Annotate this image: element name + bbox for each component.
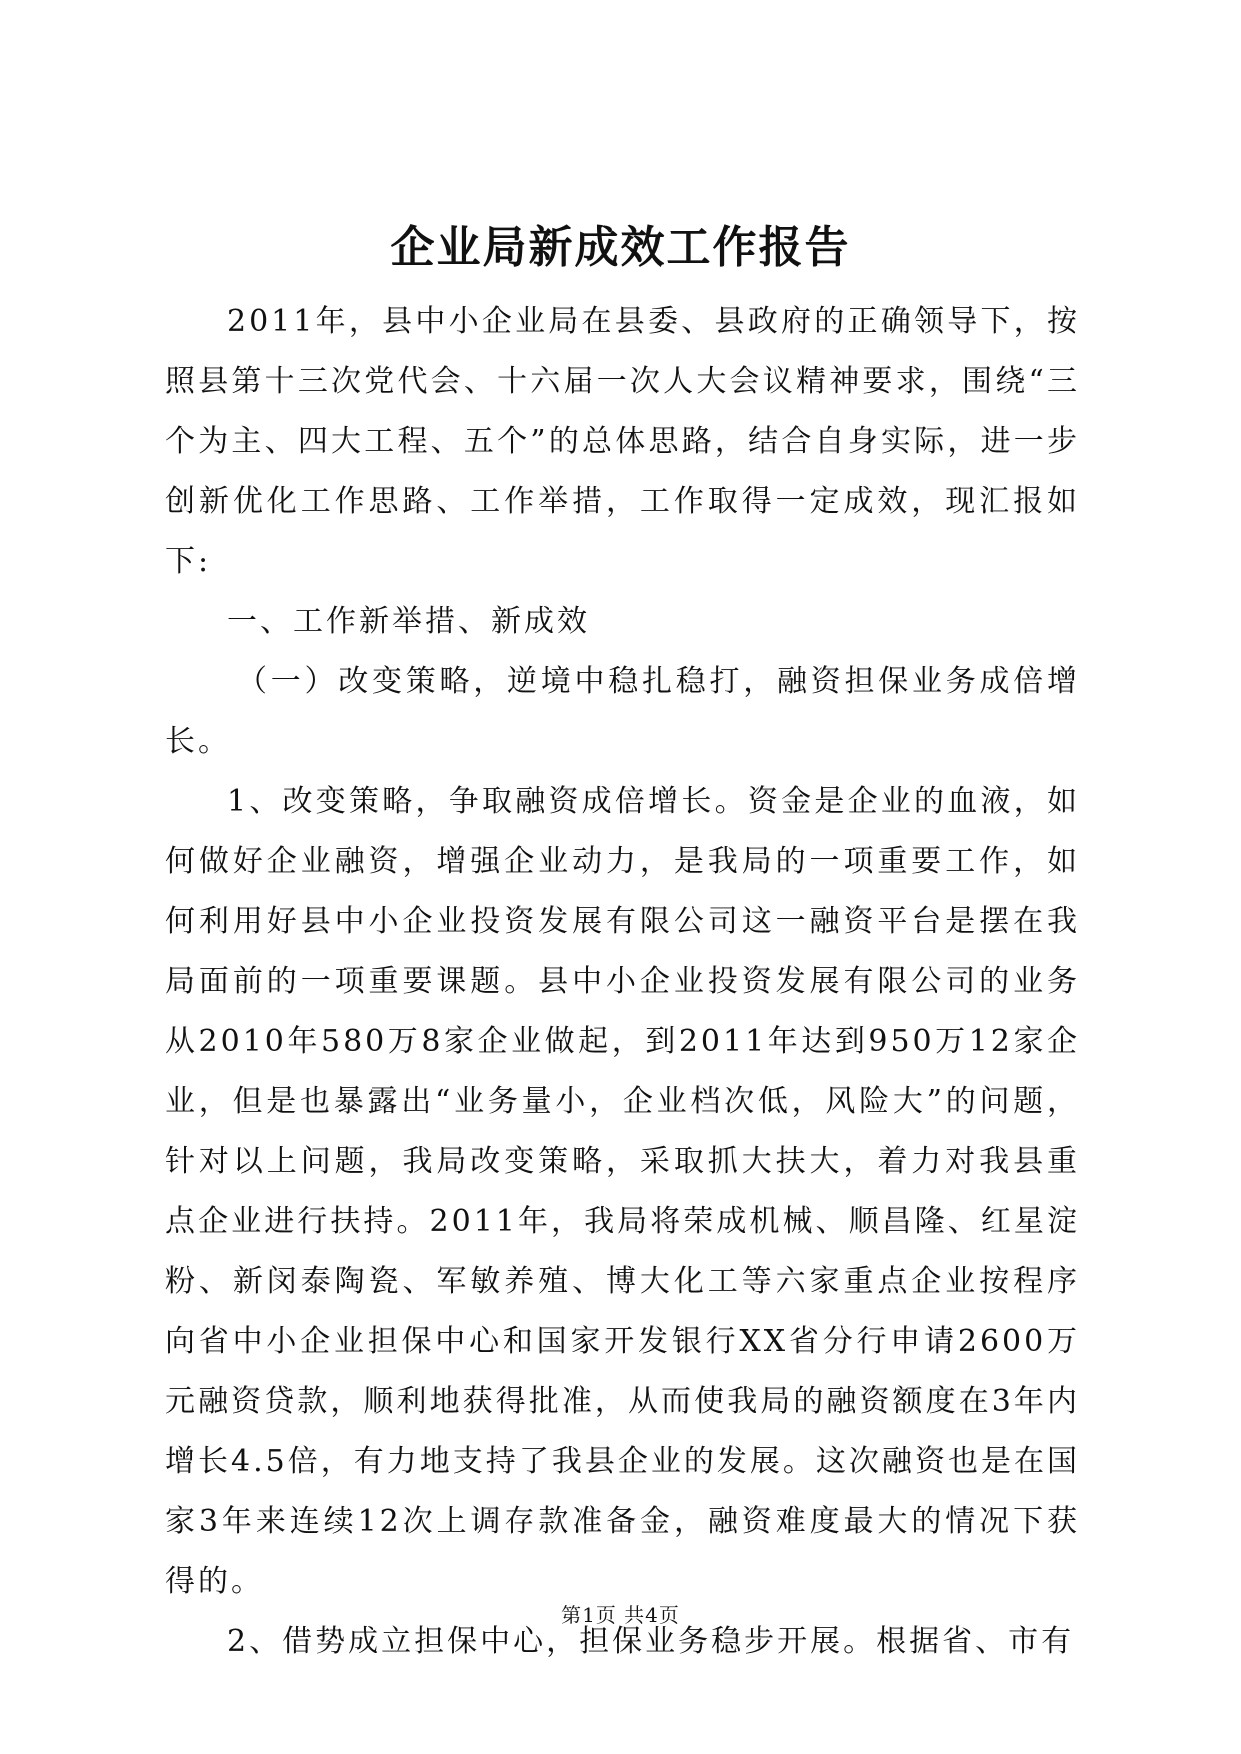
section-heading-1: 一、工作新举措、新成效 bbox=[227, 604, 590, 639]
document-body bbox=[165, 292, 1080, 1672]
subsection-heading-1: （一）改变策略，逆境中稳扎稳打，融资担保业务成倍增长。 bbox=[165, 664, 1080, 759]
paragraph-intro: 2011年，县中小企业局在县委、县政府的正确领导下，按照县第十三次党代会、十六届一次人大会议精神要求，围绕“三个为主、四大工程、五个”的总体思路，结合自身实际，进一步创新优化工作思路、工作举措，工作取得一定成效，现汇报如下: bbox=[165, 304, 1080, 579]
document-title: 企业局新成效工作报告 bbox=[390, 222, 851, 273]
page-number-footer: 第1页 共4页 bbox=[561, 1603, 680, 1627]
paragraph-item-2: 2、借势成立担保中心，担保业务稳步开展。根据省、市有 bbox=[227, 1624, 1075, 1659]
paragraph-item-1: 1、改变策略，争取融资成倍增长。资金是企业的血液，如何做好企业融资，增强企业动力，是我局的一项重要工作，如何利用好县中小企业投资发展有限公司这一融资平台是摆在我局面前的一项重要课题。县中小企业投资发展有限公司的业务从2010年580万8家企业做起，到2011年达到950万12家企业，但是也暴露出“业务量小，企业档次低，风险大”的问题，针对以上问题，我局改变策略，采取抓大扶大，着力对我县重点企业进行扶持。2011年，我局将荣成机械、顺昌隆、红星淀粉、新闵泰陶瓷、军敏养殖、博大化工等六家重点企业按程序向省中小企业担保中心和国家开发银行XX省分行申请2600万元融资贷款，顺利地获得批准，从而使我局的融资额度在3年内增长4.5倍，有力地支持了我县企业的发展。这次融资也是在国家3年来连续12次上调存款准备金，融资难度最大的情况下获得的。 bbox=[165, 784, 1080, 1599]
